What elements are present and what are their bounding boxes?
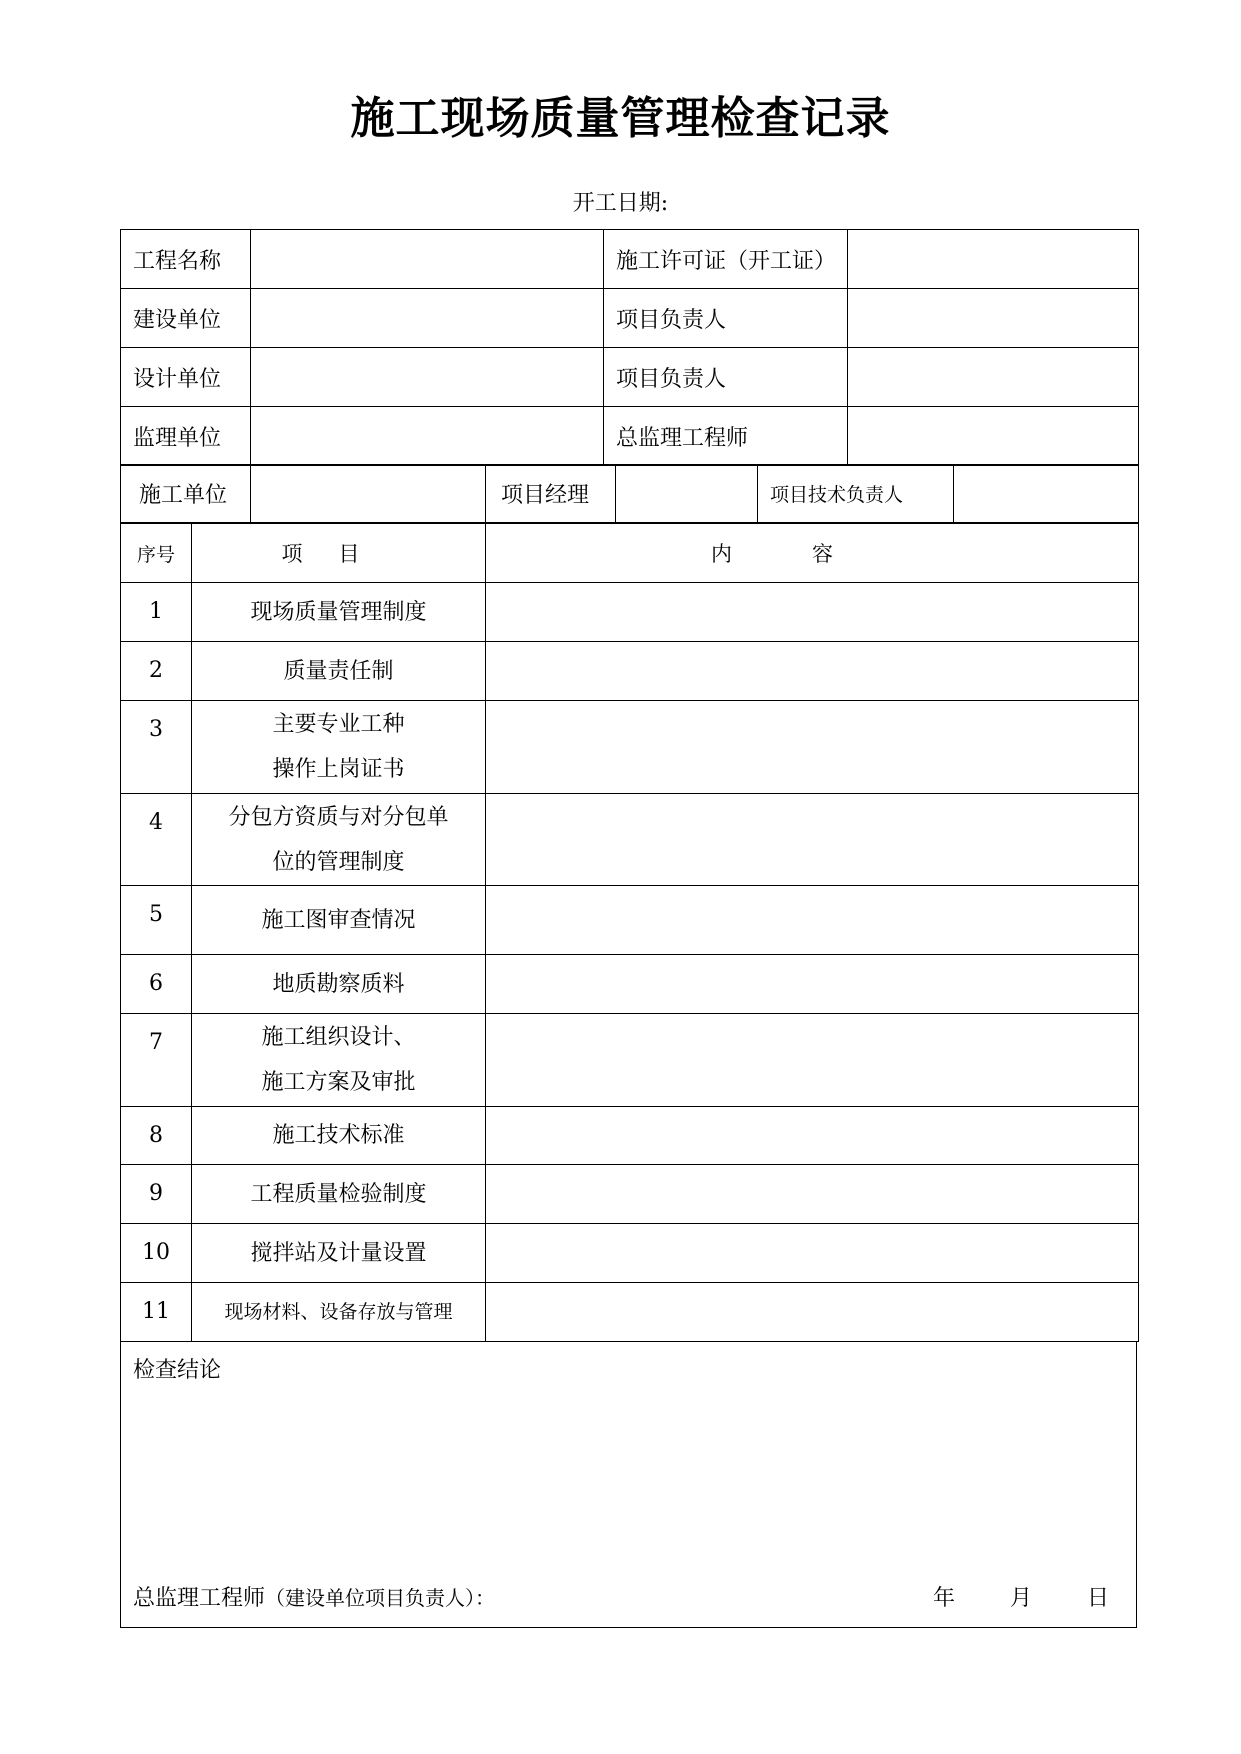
table-row — [121, 1283, 1139, 1342]
item-no: 7 — [121, 1014, 192, 1107]
item-no: 8 — [121, 1107, 192, 1165]
info-label: 项目负责人 — [604, 289, 848, 348]
table-row — [121, 701, 1139, 794]
info-value-cell[interactable] — [251, 407, 604, 466]
header-no: 序号 — [121, 524, 192, 583]
table-row — [121, 642, 1139, 701]
item-name — [192, 1224, 486, 1283]
info-label: 施工许可证（开工证） — [604, 230, 848, 289]
item-line: 工程质量检验制度 — [250, 1181, 427, 1207]
item-line: 现场材料、设备存放与管理 — [224, 1300, 453, 1323]
info-row — [121, 230, 1139, 289]
project-manager-label: 项目经理 — [486, 465, 616, 523]
item-content-cell[interactable] — [486, 886, 1139, 955]
table-row — [121, 886, 1139, 955]
info-value-cell[interactable] — [251, 289, 604, 348]
item-name — [192, 701, 486, 794]
item-line: 施工组织设计、 — [261, 1025, 416, 1050]
chief-engineer-title: 总监理工程师 — [133, 1586, 266, 1611]
item-no: 3 — [121, 701, 192, 794]
item-no: 9 — [121, 1165, 192, 1224]
day-label: 日 — [1087, 1586, 1110, 1611]
header-content-text: 内容 — [711, 542, 913, 566]
item-line: 现场质量管理制度 — [250, 599, 427, 625]
construction-unit-table — [120, 464, 1139, 523]
conclusion-label: 检查结论 — [133, 1358, 222, 1383]
item-line: 位的管理制度 — [272, 849, 405, 875]
item-content-cell[interactable] — [486, 1224, 1139, 1283]
item-name — [192, 955, 486, 1014]
item-line: 施工技术标准 — [272, 1123, 405, 1148]
item-no: 1 — [121, 583, 192, 642]
start-date-label: 开工日期: — [572, 191, 669, 216]
conclusion-box[interactable] — [120, 1341, 1137, 1628]
info-label: 工程名称 — [121, 230, 251, 289]
info-value-cell[interactable] — [848, 407, 1139, 466]
item-line: 分包方资质与对分包单 — [228, 804, 449, 830]
table-row — [121, 955, 1139, 1014]
item-name — [192, 583, 486, 642]
year-label: 年 — [933, 1586, 956, 1611]
item-name — [192, 886, 486, 955]
info-label: 设计单位 — [121, 348, 251, 407]
item-line: 操作上岗证书 — [272, 757, 405, 782]
table-row — [121, 1165, 1139, 1224]
construction-row — [121, 465, 1139, 523]
info-row — [121, 348, 1139, 407]
info-value-cell[interactable] — [848, 289, 1139, 348]
item-content-cell[interactable] — [486, 583, 1139, 642]
item-content-cell[interactable] — [486, 1014, 1139, 1107]
item-line: 搅拌站及计量设置 — [250, 1240, 427, 1266]
chief-engineer-note: （建设单位项目负责人）： — [265, 1586, 496, 1610]
chief-engineer-label — [133, 1581, 495, 1612]
item-line: 主要专业工种 — [272, 712, 405, 737]
item-line: 质量责任制 — [283, 658, 394, 684]
item-no: 6 — [121, 955, 192, 1014]
item-content-cell[interactable] — [486, 955, 1139, 1014]
item-name — [192, 1165, 486, 1224]
info-value-cell[interactable] — [251, 230, 604, 289]
construction-unit-value[interactable] — [251, 465, 486, 523]
tech-lead-value[interactable] — [954, 465, 1139, 523]
project-manager-value[interactable] — [616, 465, 758, 523]
table-row — [121, 583, 1139, 642]
item-name — [192, 1283, 486, 1342]
tech-lead-label: 项目技术负责人 — [758, 465, 954, 523]
info-label: 总监理工程师 — [604, 407, 848, 466]
info-row — [121, 407, 1139, 466]
month-label: 月 — [1010, 1586, 1033, 1611]
info-label: 监理单位 — [121, 407, 251, 466]
item-name — [192, 642, 486, 701]
info-label: 项目负责人 — [604, 348, 848, 407]
info-row — [121, 289, 1139, 348]
item-name — [192, 794, 486, 886]
construction-unit-label: 施工单位 — [121, 465, 251, 523]
items-header-row — [121, 524, 1139, 583]
project-info-table — [120, 229, 1139, 466]
info-value-cell[interactable] — [848, 230, 1139, 289]
table-row — [121, 1224, 1139, 1283]
item-no: 2 — [121, 642, 192, 701]
item-content-cell[interactable] — [486, 1165, 1139, 1224]
check-items-table — [120, 523, 1139, 1342]
item-no: 11 — [121, 1283, 192, 1342]
item-line: 施工方案及审批 — [261, 1070, 416, 1095]
item-no: 10 — [121, 1224, 192, 1283]
info-value-cell[interactable] — [251, 348, 604, 407]
item-no: 4 — [121, 794, 192, 886]
item-line: 地质勘察质料 — [272, 971, 405, 997]
item-name — [192, 1014, 486, 1107]
item-name — [192, 1107, 486, 1165]
info-value-cell[interactable] — [848, 348, 1139, 407]
sign-date — [933, 1581, 1135, 1612]
table-row — [121, 794, 1139, 886]
item-no: 5 — [121, 886, 192, 955]
header-content — [486, 524, 1139, 583]
item-line: 施工图审查情况 — [261, 907, 416, 933]
item-content-cell[interactable] — [486, 642, 1139, 701]
table-row — [121, 1014, 1139, 1107]
page-title: 施工现场质量管理检查记录 — [350, 93, 891, 144]
header-item-text: 项目 — [281, 542, 396, 566]
header-item — [192, 524, 486, 583]
table-row — [121, 1107, 1139, 1165]
item-content-cell[interactable] — [486, 701, 1139, 794]
info-label: 建设单位 — [121, 289, 251, 348]
item-content-cell[interactable] — [486, 794, 1139, 886]
item-content-cell[interactable] — [486, 1107, 1139, 1165]
item-content-cell[interactable] — [486, 1283, 1139, 1342]
